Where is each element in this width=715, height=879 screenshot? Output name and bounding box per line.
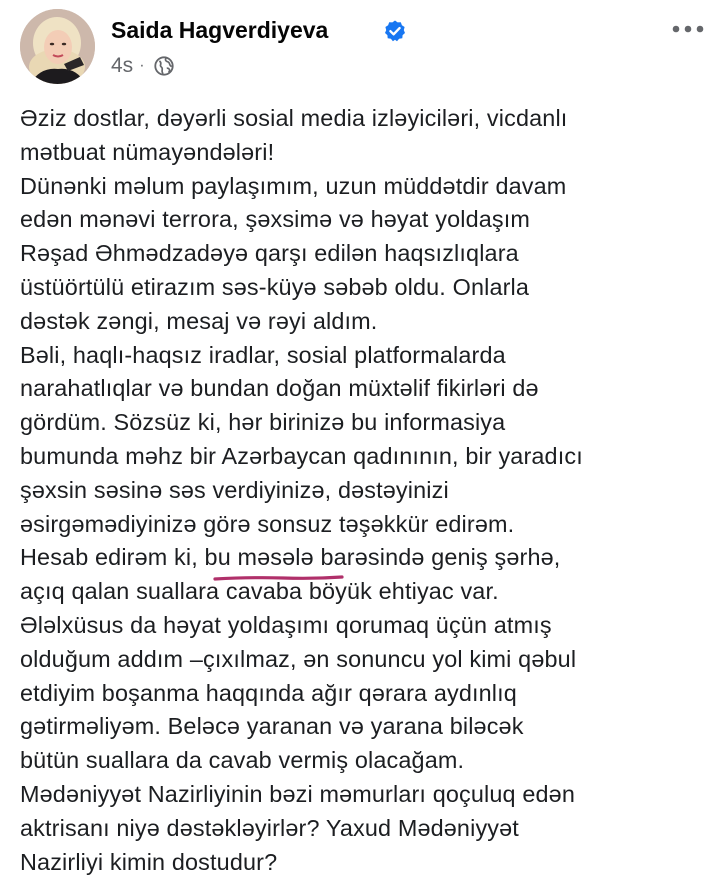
post-text [20, 102, 710, 879]
post-text-line: gətirməliyəm. Beləcə yaranan və yarana biləcək [20, 713, 524, 740]
post-text-line: şəxsin səsinə səs verdiyinizə, dəstəyinizi [20, 476, 449, 503]
avatar[interactable] [20, 9, 95, 84]
post-text-line: aktrisanı niyə dəstəkləyirlər? Yaxud Mədəniyyət [20, 814, 519, 841]
post-text-line: Bəli, haqlı-haqsız iradlar, sosial platformalarda [20, 341, 506, 368]
post-text-line: Əziz dostlar, dəyərli sosial media izləyiciləri, vicdanlı [20, 105, 568, 131]
post-text-line: əsirgəmədiyinizə görə sonsuz təşəkkür edirəm. [20, 510, 515, 537]
post-header [0, 0, 715, 95]
post-meta [111, 53, 175, 79]
post-text-line: dəstək zəngi, mesaj və rəyi aldım. [20, 307, 378, 334]
author-name[interactable]: Saida Hagverdiyeva [111, 17, 329, 43]
post-text-line: Dünənki məlum paylaşımım, uzun müddətdir davam [20, 172, 567, 199]
post-text-line: Ələlxüsus da həyat yoldaşımı qorumaq üçün atmış [20, 611, 552, 638]
globe-icon[interactable] [153, 55, 175, 77]
post-text-line: Hesab edirəm ki, bu məsələ barəsində geniş şərhə, [20, 544, 561, 571]
post-text-line: gördüm. Sözsüz ki, hər birinizə bu informasiya [20, 409, 506, 436]
post-text-line: etdiyim boşanma haqqında ağır qərara aydınlıq [20, 679, 517, 706]
post-text-line: açıq qalan suallara cavaba böyük ehtiyac var. [20, 578, 499, 605]
post-text-line: Nazirliyi kimin dostudur? [20, 848, 278, 875]
post-text-line: bumunda məhz bir Azərbaycan qadınının, bir yaradıcı [20, 442, 583, 469]
post-text-line: edən mənəvi terrora, şəxsimə və həyat yoldaşım [20, 206, 531, 233]
meta-separator: · [139, 57, 145, 74]
avatar-photo [20, 9, 95, 84]
more-horizontal-icon [672, 25, 704, 33]
post-text-line: olduğum addım –çıxılmaz, ən sonuncu yol kimi qəbul [20, 645, 577, 672]
post-time[interactable]: 4s [111, 54, 134, 77]
more-options-button[interactable] [666, 14, 710, 44]
verified-badge-icon [383, 19, 407, 43]
post-text-line: mətbuat nümayəndələri! [20, 138, 275, 165]
post-text-line: Mədəniyyət Nazirliyinin bəzi məmurları qoçuluq edən [20, 780, 575, 807]
post-text-line: narahatlıqlar və bundan doğan müxtəlif fikirləri də [20, 375, 539, 402]
post-text-line: üstüörtülü etirazım səs-küyə səbəb oldu. Onlarla [20, 273, 530, 300]
post-text-line: Rəşad Əhmədzadəyə qarşı edilən haqsızlıqlara [20, 240, 519, 267]
post-text-line: bütün suallara da cavab vermiş olacağam. [20, 747, 465, 774]
